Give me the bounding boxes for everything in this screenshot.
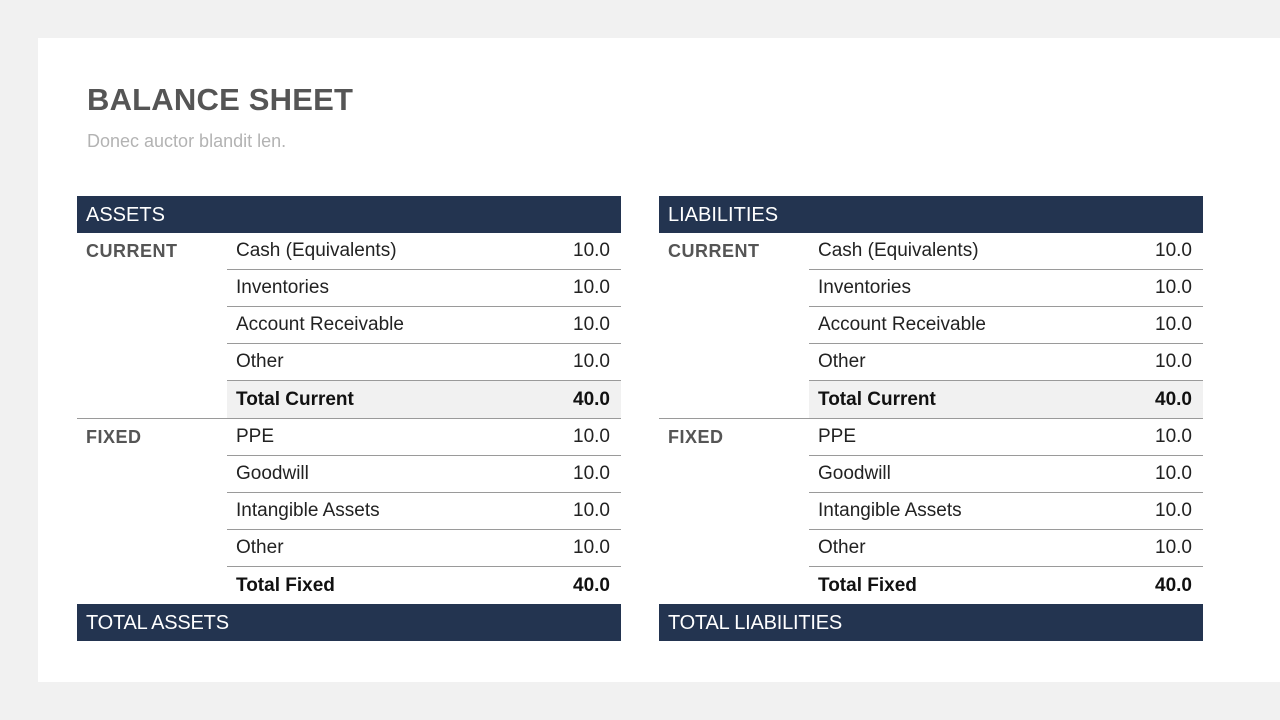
- row-label: Goodwill: [818, 463, 891, 484]
- page-subtitle: Donec auctor blandit len.: [87, 131, 287, 151]
- table-row: [227, 344, 621, 381]
- assets-table: [77, 196, 621, 641]
- total-label: Total Current: [236, 388, 354, 410]
- table-row: [809, 344, 1203, 381]
- row-label: Account Receivable: [236, 314, 404, 335]
- assets-current-rows: [227, 233, 621, 418]
- table-row: [809, 530, 1203, 567]
- total-value: 40.0: [1155, 388, 1192, 410]
- row-value: 10.0: [573, 314, 610, 335]
- row-value: 10.0: [573, 277, 610, 298]
- total-label: Total Fixed: [236, 574, 335, 596]
- row-value: 10.0: [1155, 314, 1192, 335]
- row-value: 10.0: [573, 537, 610, 558]
- page-title: BALANCE SHEET: [87, 82, 354, 117]
- row-label: Other: [818, 537, 866, 558]
- row-label: Inventories: [236, 277, 329, 298]
- total-label: Total Current: [818, 388, 936, 410]
- table-row: [809, 270, 1203, 307]
- liabilities-header: LIABILITIES: [659, 196, 1203, 233]
- liabilities-current-rows: [809, 233, 1203, 418]
- row-label: PPE: [818, 426, 857, 447]
- row-label: Account Receivable: [818, 314, 986, 335]
- row-value: 10.0: [573, 500, 610, 521]
- row-label: Inventories: [818, 277, 911, 298]
- assets-fixed-rows: [227, 419, 621, 604]
- row-label: Cash (Equivalents): [818, 240, 979, 261]
- table-row: [227, 530, 621, 567]
- liabilities-fixed-rows: [809, 419, 1203, 604]
- assets-current-label: CURRENT: [86, 241, 178, 261]
- total-value: 40.0: [1155, 574, 1192, 596]
- row-label: Intangible Assets: [818, 500, 962, 521]
- table-row: [809, 456, 1203, 493]
- row-value: 10.0: [1155, 277, 1192, 298]
- table-row: [227, 493, 621, 530]
- total-label: Total Fixed: [818, 574, 917, 596]
- liabilities-current-section: [659, 233, 1203, 418]
- total-value: 40.0: [573, 574, 610, 596]
- total-liabilities-bar: TOTAL LIABILITIES: [659, 604, 1203, 641]
- row-label: Other: [818, 351, 866, 372]
- total-current-row: [227, 381, 621, 418]
- row-value: 10.0: [573, 463, 610, 484]
- total-value: 40.0: [573, 388, 610, 410]
- liabilities-fixed-section: [659, 418, 1203, 604]
- row-value: 10.0: [1155, 426, 1192, 447]
- row-value: 10.0: [573, 426, 610, 447]
- table-row: [809, 419, 1203, 456]
- table-row: [809, 233, 1203, 270]
- row-label: PPE: [236, 426, 275, 447]
- row-value: 10.0: [1155, 537, 1192, 558]
- total-fixed-row: [227, 567, 621, 604]
- row-label: Intangible Assets: [236, 500, 380, 521]
- table-row: [227, 456, 621, 493]
- row-value: 10.0: [573, 240, 610, 261]
- liabilities-current-label: CURRENT: [668, 241, 760, 261]
- row-value: 10.0: [1155, 351, 1192, 372]
- table-row: [809, 493, 1203, 530]
- total-assets-bar: TOTAL ASSETS: [77, 604, 621, 641]
- total-fixed-row: [809, 567, 1203, 604]
- total-current-row: [809, 381, 1203, 418]
- row-label: Cash (Equivalents): [236, 240, 397, 261]
- row-value: 10.0: [573, 351, 610, 372]
- assets-fixed-label: FIXED: [86, 427, 142, 447]
- table-row: [227, 270, 621, 307]
- liabilities-fixed-label: FIXED: [668, 427, 724, 447]
- table-row: [227, 307, 621, 344]
- table-row: [227, 233, 621, 270]
- assets-fixed-section: [77, 418, 621, 604]
- table-row: [809, 307, 1203, 344]
- row-value: 10.0: [1155, 463, 1192, 484]
- liabilities-table: [659, 196, 1203, 641]
- row-label: Goodwill: [236, 463, 309, 484]
- row-value: 10.0: [1155, 240, 1192, 261]
- assets-header: ASSETS: [77, 196, 621, 233]
- assets-current-section: [77, 233, 621, 418]
- row-label: Other: [236, 537, 284, 558]
- row-label: Other: [236, 351, 284, 372]
- table-row: [227, 419, 621, 456]
- row-value: 10.0: [1155, 500, 1192, 521]
